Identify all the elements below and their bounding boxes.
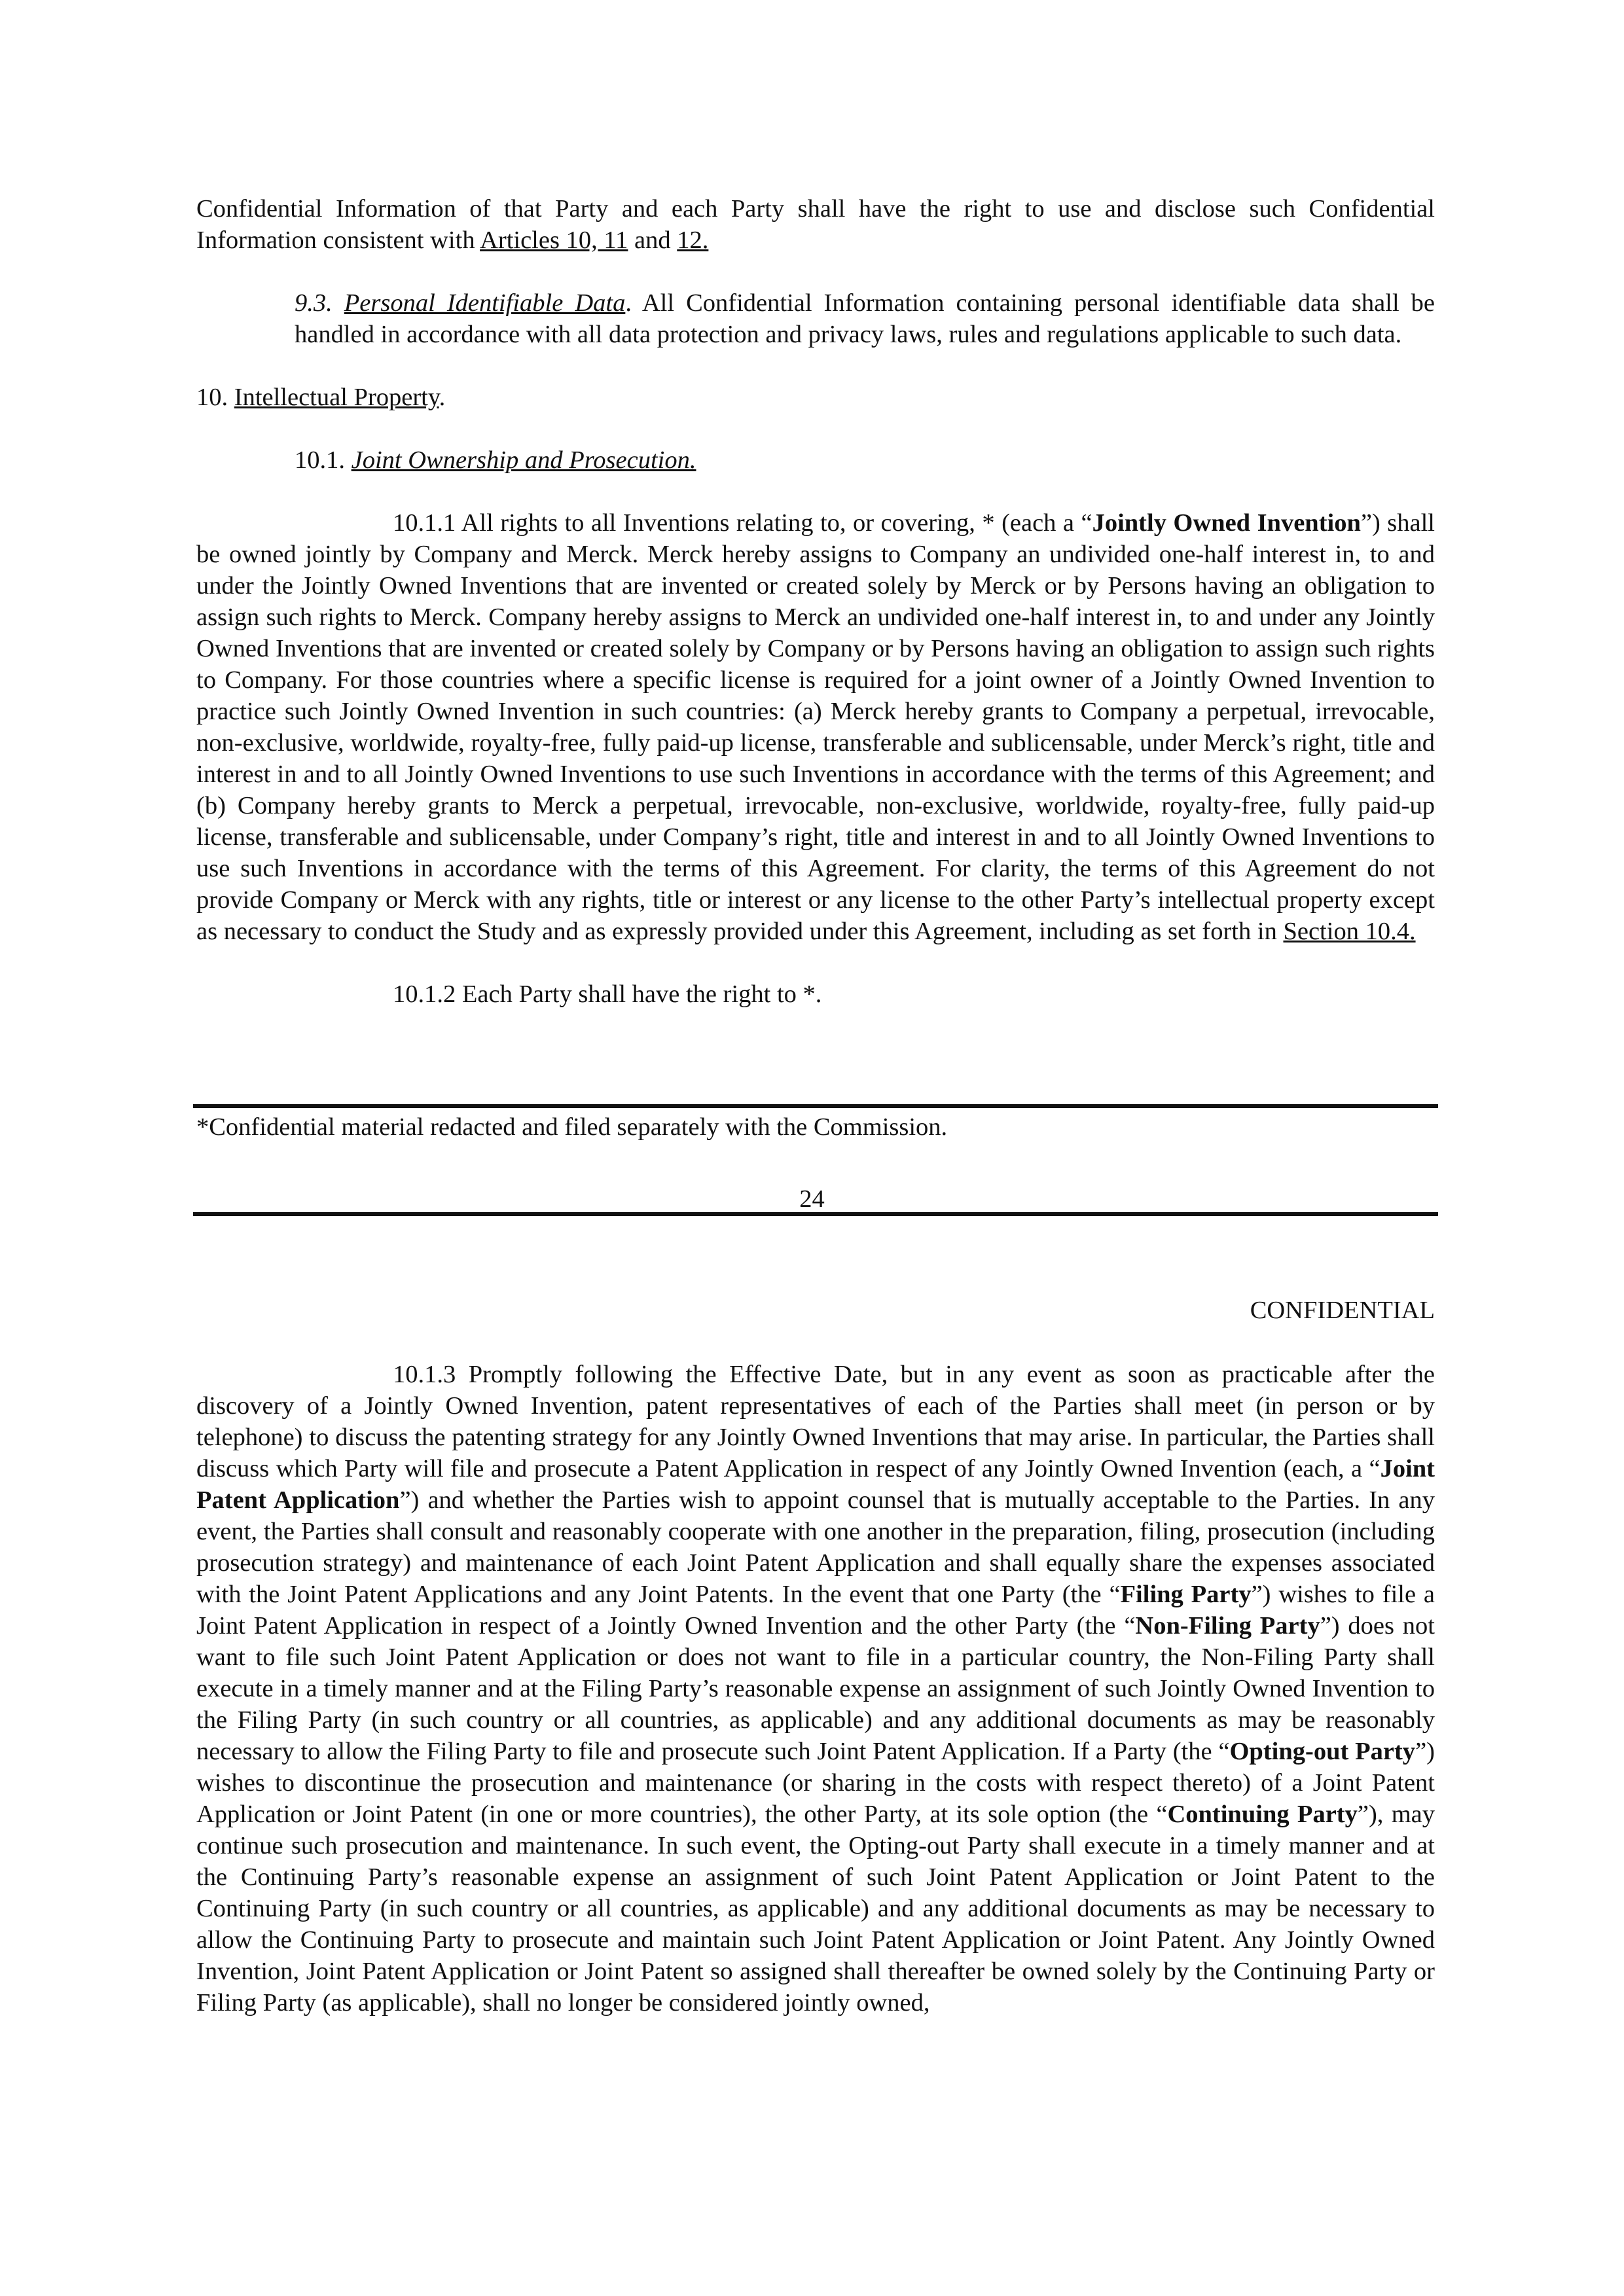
section-9-3-title: Personal Identifiable Data bbox=[344, 289, 626, 317]
page-1-body bbox=[196, 193, 1435, 1010]
section-10-1-title: Joint Ownership and Prosecution. bbox=[351, 446, 696, 474]
continuation-paragraph: Confidential Information of that Party and each Party shall have the right to use and disclose such Confidential Information consistent with Articles 10, 11 and 12. bbox=[196, 195, 1435, 254]
continuing-party-term: Continuing Party bbox=[1167, 1801, 1358, 1828]
footnote-rule bbox=[193, 1104, 1438, 1108]
section-10-4-link[interactable]: Section 10.4. bbox=[1283, 918, 1416, 945]
section-10-heading: 10. Intellectual Property. bbox=[196, 384, 446, 411]
section-10-1-3-paragraph: 10.1.3 Promptly following the Effective Date, but in any event as soon as practicable after the discovery of a Jointly Owned Invention, patent representatives of each of the Parties shall meet (in person or by telephone) to discuss the patenting strategy for any Jointly Owned Inventions that may arise. In particular, the Parties shall discuss which Party will file and prosecute a Patent Application in respect of any Jointly Owned Invention (each, a “Joint Patent Application”) and whether the Parties wish to appoint counsel that is mutually acceptable to the Parties. In any event, the Parties shall consult and reasonably cooperate with one another in the preparation, filing, prosecution (including prosecution strategy) and maintenance of each Joint Patent Application and shall equally share the expenses associated with the Joint Patent Applications and any Joint Patents. In the event that one Party (the “Filing Party”) wishes to file a Joint Patent Application in respect of a Jointly Owned Invention and the other Party (the “Non-Filing Party”) does not want to file such Joint Patent Application or does not want to file in a particular country, the Non-Filing Party shall execute in a timely manner and at the Filing Party’s reasonable expense an assignment of such Jointly Owned Invention to the Filing Party (in such country or all countries, as applicable) and any additional documents as may be reasonably necessary to allow the Filing Party to file and prosecute such Joint Patent Application. If a Party (the “Opting-out Party”) wishes to discontinue the prosecution and maintenance (or sharing in the costs with respect thereto) of a Joint Patent Application or Joint Patent (in one or more countries), the other Party, at its sole option (the “Continuing Party”), may continue such prosecution and maintenance. In such event, the Opting-out Party shall execute in a timely manner and at the Continuing Party’s reasonable expense an assignment of such Joint Patent Application or Joint Patent to the Continuing Party (in such country or all countries, as applicable) and any additional documents as may be necessary to allow the Continuing Party to prosecute and maintain such Joint Patent Application or Joint Patent. Any Jointly Owned Invention, Joint Patent Application or Joint Patent so assigned shall thereafter be owned solely by the Continuing Party or Filing Party (as applicable), shall no longer be considered jointly owned, bbox=[196, 1361, 1435, 2017]
opting-out-party-term: Opting-out Party bbox=[1229, 1738, 1416, 1765]
section-10-title: Intellectual Property bbox=[234, 384, 439, 411]
non-filing-party-term: Non-Filing Party bbox=[1135, 1612, 1320, 1640]
page-number: 24 bbox=[799, 1185, 825, 1213]
page-break-rule bbox=[193, 1212, 1438, 1216]
section-10-1-2-paragraph: 10.1.2 Each Party shall have the right to *. bbox=[393, 980, 822, 1008]
confidential-header: CONFIDENTIAL bbox=[1250, 1297, 1435, 1324]
articles-link[interactable]: Articles 10, 11 bbox=[480, 226, 628, 254]
filing-party-term: Filing Party bbox=[1120, 1581, 1252, 1608]
footnote: *Confidential material redacted and filed separately with the Commission. bbox=[196, 1113, 948, 1141]
article-12-link[interactable]: 12. bbox=[677, 226, 709, 254]
section-9-3-paragraph: 9.3. Personal Identifiable Data. All Confidential Information containing personal identifiable data shall be handled in accordance with all data protection and privacy laws, rules and regulations applicable to such data. bbox=[295, 289, 1435, 348]
section-10-1-1-paragraph: 10.1.1 All rights to all Inventions relating to, or covering, * (each a “Jointly Owned Invention”) shall be owned jointly by Company and Merck. Merck hereby assigns to Company an undivided one-half interest in, to and under the Jointly Owned Inventions that are invented or created solely by Merck or by Persons having an obligation to assign such rights to Merck. Company hereby assigns to Merck an undivided one-half interest in, to and under any Jointly Owned Inventions that are invented or created solely by Company or by Persons having an obligation to assign such rights to Company. For those countries where a specific license is required for a joint owner of a Jointly Owned Invention to practice such Jointly Owned Invention in such countries: (a) Merck hereby grants to Company a perpetual, irrevocable, non-exclusive, worldwide, royalty-free, fully paid-up license, transferable and sublicensable, under Merck’s right, title and interest in and to all Jointly Owned Inventions to use such Inventions in accordance with the terms of this Agreement; and (b) Company hereby grants to Merck a perpetual, irrevocable, non-exclusive, worldwide, royalty-free, fully paid-up license, transferable and sublicensable, under Company’s right, title and interest in and to all Jointly Owned Inventions to use such Inventions in accordance with the terms of this Agreement. For clarity, the terms of this Agreement do not provide Company or Merck with any rights, title or interest or any license to the other Party’s intellectual property except as necessary to conduct the Study and as expressly provided under this Agreement, including as set forth in Section 10.4. bbox=[196, 509, 1435, 945]
section-10-1-heading: 10.1. Joint Ownership and Prosecution. bbox=[295, 446, 696, 474]
joint-patent-application-term: Joint Patent Application bbox=[196, 1455, 1435, 1514]
jointly-owned-invention-term: Jointly Owned Invention bbox=[1092, 509, 1361, 537]
section-9-3-number: 9.3. bbox=[295, 289, 344, 317]
page-2-body bbox=[196, 1359, 1435, 2018]
